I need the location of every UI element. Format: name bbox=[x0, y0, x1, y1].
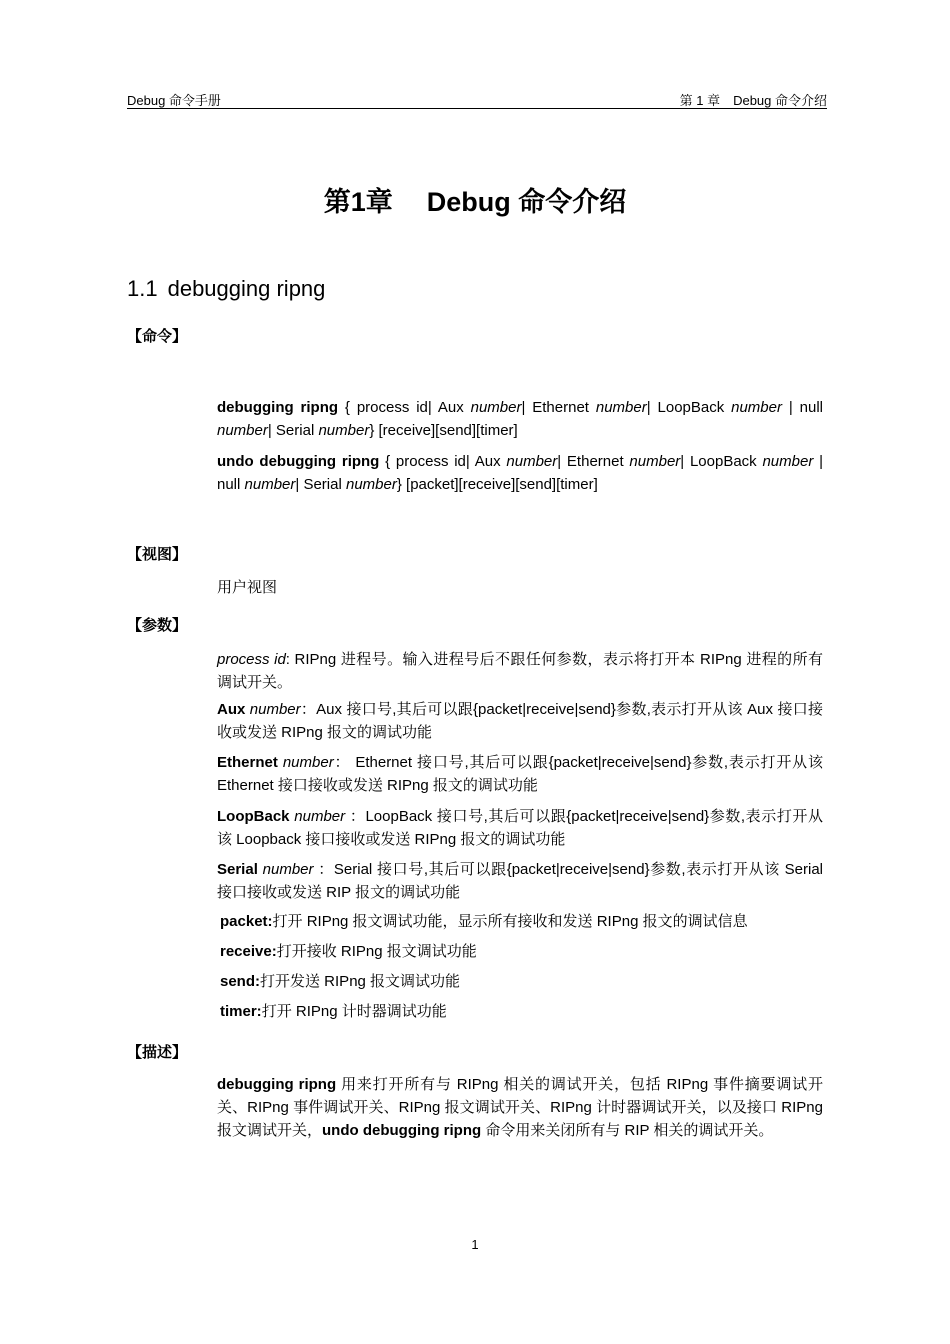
syntax-text: | LoopBack bbox=[680, 453, 763, 470]
syntax-arg: number bbox=[506, 453, 558, 470]
syntax-arg: number bbox=[345, 476, 397, 493]
desc-keyword: debugging ripng bbox=[217, 1076, 337, 1093]
param-loopback bbox=[217, 805, 823, 851]
syntax-arg: number bbox=[217, 422, 268, 439]
syntax-text: { process id| Aux bbox=[379, 453, 507, 470]
syntax-arg: number bbox=[595, 399, 647, 416]
command-keyword: undo debugging ripng bbox=[217, 453, 380, 470]
param-text: ： Ethernet 接口号,其后可以跟{packet|receive|send}参数,表示打开从该 Ethernet 接口接收或发送 RIPng 报文的调试功能 bbox=[217, 754, 824, 794]
param-text: 打开 RIPng 计时器调试功能 bbox=[261, 1003, 447, 1020]
param-packet bbox=[220, 910, 748, 933]
param-send bbox=[220, 970, 460, 993]
param-keyword: send: bbox=[220, 973, 261, 990]
syntax-arg: number bbox=[470, 399, 522, 416]
param-arg: number bbox=[245, 701, 301, 718]
command-syntax-1 bbox=[217, 396, 823, 442]
label-command: 【命令】 bbox=[127, 328, 188, 345]
section-number: 1.1 bbox=[127, 276, 158, 301]
param-keyword: LoopBack bbox=[217, 808, 290, 825]
param-keyword: Ethernet bbox=[217, 754, 278, 771]
syntax-text: | null bbox=[217, 453, 823, 493]
syntax-text: | Serial bbox=[267, 422, 319, 439]
param-keyword: Serial bbox=[217, 861, 258, 878]
param-process-id bbox=[217, 648, 823, 694]
param-arg: number bbox=[257, 861, 314, 878]
syntax-text: | Serial bbox=[295, 476, 346, 493]
syntax-arg: number bbox=[244, 476, 296, 493]
param-text: 打开发送 RIPng 报文调试功能 bbox=[260, 973, 461, 990]
page-header bbox=[127, 90, 827, 109]
page-number: 1 bbox=[471, 1237, 479, 1252]
param-keyword: Aux bbox=[217, 701, 246, 718]
view-text: 用户视图 bbox=[217, 579, 278, 596]
chapter-title bbox=[0, 180, 950, 219]
param-keyword: timer: bbox=[220, 1003, 262, 1020]
command-syntax-2 bbox=[217, 450, 823, 496]
param-ethernet bbox=[217, 751, 823, 797]
param-timer bbox=[220, 1000, 447, 1023]
param-text: 打开 RIPng 报文调试功能，显示所有接收和发送 RIPng 报文的调试信息 bbox=[272, 913, 748, 930]
syntax-text: { process id| Aux bbox=[338, 399, 471, 416]
syntax-arg: number bbox=[629, 453, 681, 470]
label-desc: 【描述】 bbox=[127, 1044, 188, 1061]
syntax-text: } [receive][send][timer] bbox=[369, 422, 518, 439]
param-text: ：Aux 接口号,其后可以跟{packet|receive|send}参数,表示打开从该 Aux 接口接收或发送 RIPng 报文的调试功能 bbox=[217, 701, 823, 741]
syntax-text: | null bbox=[781, 399, 823, 416]
desc-keyword: undo debugging ripng bbox=[322, 1122, 482, 1139]
param-keyword: packet: bbox=[220, 913, 273, 930]
desc-text: 用来打开所有与 RIPng 相关的调试开关，包括 RIPng 事件摘要调试开关、RIPng 事件调试开关、RIPng 报文调试开关、RIPng 计时器调试开关，以及接口 RIPng 报文调试开关， bbox=[217, 1076, 823, 1139]
section-name: debugging ripng bbox=[167, 276, 326, 301]
param-arg: number bbox=[277, 754, 334, 771]
header-right: 第 1 章 Debug 命令介绍 bbox=[679, 93, 827, 108]
description-text bbox=[217, 1073, 823, 1142]
param-arg: number bbox=[289, 808, 346, 825]
section-title bbox=[127, 276, 325, 302]
syntax-arg: number bbox=[731, 399, 782, 416]
param-keyword: receive: bbox=[220, 943, 277, 960]
label-params: 【参数】 bbox=[127, 617, 188, 634]
param-text: : RIPng 进程号。输入进程号后不跟任何参数，表示将打开本 RIPng 进程的所有调试开关。 bbox=[217, 651, 823, 691]
label-view: 【视图】 bbox=[127, 546, 188, 563]
param-name: process id bbox=[217, 651, 286, 668]
param-receive bbox=[220, 940, 477, 963]
param-serial bbox=[217, 858, 823, 904]
syntax-arg: number bbox=[762, 453, 814, 470]
desc-text: 命令用来关闭所有与 RIP 相关的调试开关。 bbox=[481, 1122, 774, 1139]
syntax-text: } [packet][receive][send][timer] bbox=[396, 476, 598, 493]
chapter-name: Debug 命令介绍 bbox=[426, 187, 627, 217]
param-text: ：Serial 接口号,其后可以跟{packet|receive|send}参数,表示打开从该 Serial 接口接收或发送 RIP 报文的调试功能 bbox=[217, 861, 823, 901]
param-text: 打开接收 RIPng 报文调试功能 bbox=[276, 943, 477, 960]
command-keyword: debugging ripng bbox=[217, 399, 339, 416]
syntax-text: | Ethernet bbox=[557, 453, 630, 470]
param-aux bbox=[217, 698, 823, 744]
syntax-text: | LoopBack bbox=[646, 399, 732, 416]
header-left: Debug 命令手册 bbox=[127, 93, 221, 108]
syntax-arg: number bbox=[318, 422, 370, 439]
syntax-text: | Ethernet bbox=[521, 399, 596, 416]
param-text: ：LoopBack 接口号,其后可以跟{packet|receive|send}参数,表示打开从该 Loopback 接口接收或发送 RIPng 报文的调试功能 bbox=[217, 808, 823, 848]
chapter-number: 第1章 bbox=[323, 187, 393, 217]
